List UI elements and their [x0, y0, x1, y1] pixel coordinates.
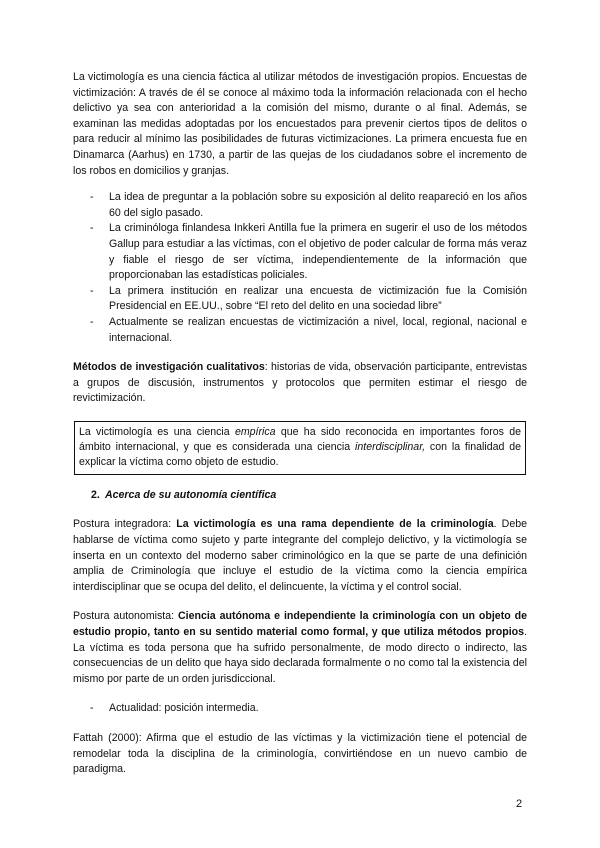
section-title: Acerca de su autonomía científica: [105, 488, 277, 501]
integradora-paragraph: [73, 517, 527, 595]
current-position-list: [73, 701, 527, 717]
dash-marker: -: [90, 191, 94, 204]
list-item-text: Actualidad: posición intermedia.: [109, 702, 259, 715]
list-item: [73, 284, 527, 315]
document-body: [73, 70, 527, 778]
section-heading: [73, 488, 527, 504]
dash-marker: -: [90, 284, 94, 297]
qualitative-methods-paragraph: [73, 360, 527, 407]
box-emphasis-2: interdisciplinar,: [355, 440, 426, 453]
autonomista-thesis: Ciencia autónoma e independiente la criminología con un objeto de estudio propio, tanto en su sentido material como formal, y que utiliza métodos propios: [73, 610, 527, 639]
page-number: 2: [516, 798, 523, 810]
list-item: [73, 315, 527, 346]
list-item-text: La idea de preguntar a la población sobre su exposición al delito reapareció en los años 60 del siglo pasado.: [109, 191, 527, 219]
fattah-paragraph: Fattah (2000): Afirma que el estudio de las víctimas y la victimización tiene el potencial de remodelar toda la disciplina de la criminología, convirtiéndose en un nuevo cambio de paradigma.: [73, 732, 527, 776]
highlight-box: [74, 421, 526, 475]
qualitative-methods-term: Métodos de investigación cualitativos: [73, 361, 265, 374]
list-item: [73, 221, 527, 283]
integradora-label: Postura integradora:: [73, 518, 177, 531]
highlight-box-text: [79, 425, 521, 470]
box-emphasis-1: empírica: [234, 425, 276, 438]
list-item: [73, 701, 527, 717]
list-item-text: La criminóloga finlandesa Inkkeri Antilla fue la primera en sugerir el uso de los métodos Gallup para estudiar a las víctimas, con el objetivo de poder calcular de forma más veraz y fiable el riesgo de ser víctima, independientemente de la información que proporcionaban las estadísticas policiales.: [109, 222, 527, 282]
history-list: [73, 190, 527, 346]
dash-marker: -: [90, 222, 94, 235]
list-item-text: La primera institución en realizar una encuesta de victimización fue la Comisión Presidencial en EE.UU., sobre “El reto del delito en una sociedad libre”: [109, 284, 527, 313]
autonomista-label: Postura autonomista:: [73, 610, 178, 623]
integradora-thesis: La victimología es una rama dependiente de la criminología: [176, 518, 494, 531]
intro-paragraph: La victimología es una ciencia fáctica al utilizar métodos de investigación propios. Encuestas de victimización: A través de él se conoce al máximo toda la información relacionada con el hecho delictivo ya sea con anterioridad a la comisión del mismo, durante o al final. Además, se examinan las medidas adoptadas por los encuestados para prevenir ciertos tipos de delitos o para reducir al mínimo las posibilidades de futuras victimizaciones. La primera encuesta fue en Dinamarca (Aarhus) en 1730, a partir de las quejas de los ciudadanos sobre el incremento de los robos en domicilios y granjas.: [73, 71, 527, 177]
autonomista-paragraph: [73, 609, 527, 687]
dash-marker: -: [90, 702, 94, 715]
qualitative-methods-text: : historias de vida, observación participante, entrevistas a grupos de discusión, instrumentos y protocolos que permiten estimar el riesgo de revictimización.: [73, 361, 527, 405]
box-text-2: que ha sido reconocida en importantes foros de ámbito internacional, y que es considerada una ciencia: [79, 425, 521, 453]
autonomista-text: . La víctima es toda persona que ha sufrido personalmente, de modo directo o indirecto, las consecuencias de un delito que haya sido declarada formalmente o no como tal la existencia del mismo por parte de un orden jurisdiccional.: [73, 626, 527, 685]
integradora-text: . Debe hablarse de víctima como sujeto y parte integrante del complejo delictivo, y la victimología se inserta en un contexto del moderno saber criminológico en la que se parte de una definición amplia de Criminología que incluye el estudio de la víctima como la ciencia empírica interdisciplinar que se ocupa del delito, el delincuente, la víctima y el control social.: [73, 518, 527, 593]
list-item: [73, 190, 527, 221]
box-text-3: con la finalidad de explicar la víctima como objeto de estudio.: [79, 440, 521, 468]
dash-marker: -: [90, 315, 94, 328]
section-number: 2.: [91, 488, 100, 501]
list-item-text: Actualmente se realizan encuestas de victimización a nivel, local, regional, nacional e internacional.: [109, 315, 527, 344]
box-text-1: La victimología es una ciencia: [79, 425, 235, 438]
